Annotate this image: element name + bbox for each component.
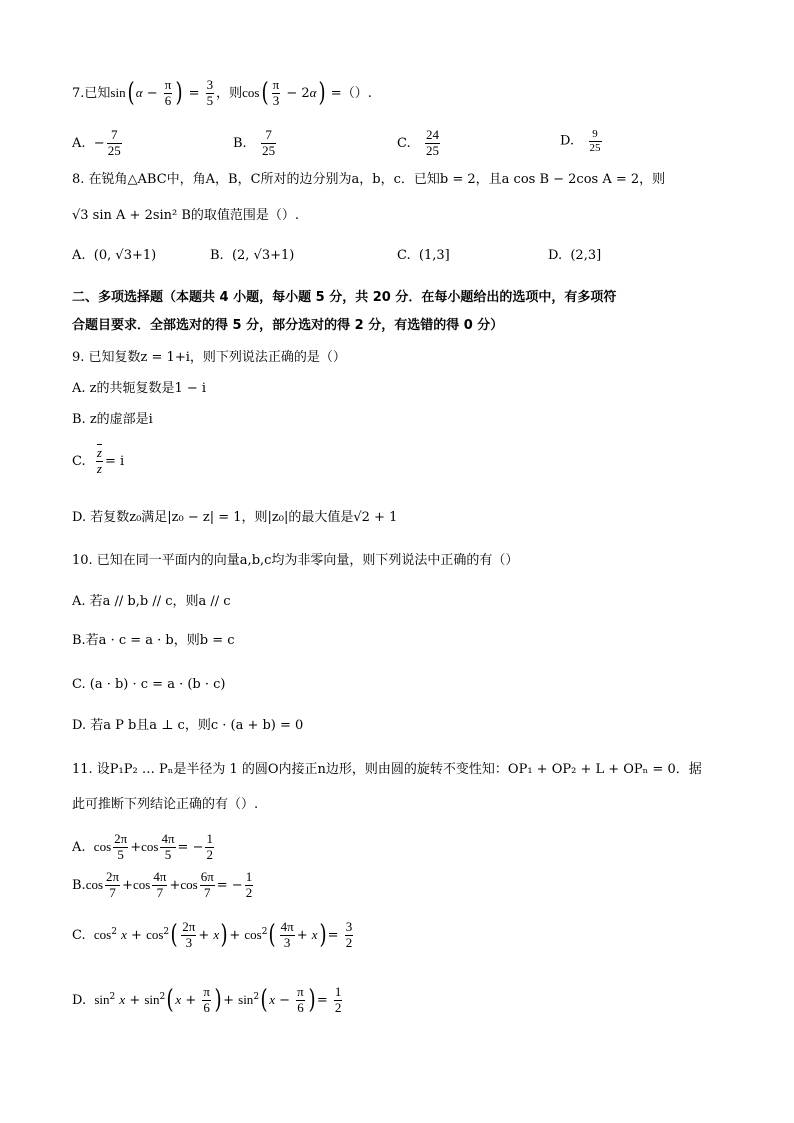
question-7: 7.已知sin( α − $\frac{\pi}{6}$ ) = $\frac{3}{5}$ ，则cos( $\frac{\pi}{3}$ − 2α) =（）. bbox=[72, 77, 372, 109]
q8-option-b: B. (2, √3+1) bbox=[210, 248, 295, 263]
question-8-line1: 8. 在锐角△ABC中，角A，B，C所对的边分别为a，b，c．已知b = 2，且a cos B − 2cos A = 2，则 bbox=[72, 172, 666, 187]
q9-option-d: D. 若复数z₀满足|z₀ − z| = 1，则|z₀|的最大值是√2 + 1 bbox=[72, 510, 398, 525]
question-11-line1: 11. 设P₁P₂ … Pₙ是半径为 1 的圆O内接正n边形，则由圆的旋转不变性知：OP₁ + OP₂ + L + OPₙ = 0．据 bbox=[72, 762, 702, 777]
question-11-line2: 此可推断下列结论正确的有（）. bbox=[72, 797, 259, 812]
q7-suffix: =（）. bbox=[330, 86, 372, 102]
q7-option-b: B. $\frac{7}{25}$ bbox=[233, 127, 276, 158]
section-2-heading-line2: 合题目要求．全部选对的得 5 分，部分选对的得 2 分，有选错的得 0 分） bbox=[72, 318, 504, 333]
q9-option-c: C. $\frac{\overline{z}}{z}$ = i bbox=[72, 445, 125, 476]
q11-option-d: D. $\sin^2 x + \sin^2$( x + $\frac{\pi}{6}$ ) + $\sin^2$( x − $\frac{\pi}{6}$ ) = $\frac{1}{2}$ bbox=[72, 984, 342, 1016]
q10-option-b: B.若a · c = a · b，则b = c bbox=[72, 633, 235, 648]
q10-option-d: D. 若a P b且a ⊥ c，则c · (a + b) = 0 bbox=[72, 718, 304, 733]
q7-option-a: A. − $\frac{7}{25}$ bbox=[72, 127, 121, 158]
q8-option-c: C. (1,3] bbox=[397, 248, 450, 263]
q7-mid: ，则 bbox=[216, 86, 243, 102]
q7-option-d: D. $\frac{9}{25}$ bbox=[560, 128, 601, 154]
q11-option-c: C. $\cos^2 x + \cos^2$( $\frac{2\pi}{3}$ + $x) + \cos^2$( $\frac{4\pi}{3}$ + x) = $\frac{3}{2}$ bbox=[72, 919, 353, 951]
q11-option-b: B.cos $\frac{2\pi}{7}$ +cos $\frac{4\pi}{7}$ +cos $\frac{6\pi}{7}$ = − $\frac{1}{2}$ bbox=[72, 869, 253, 900]
q9-option-a: A. z的共轭复数是1 − i bbox=[72, 381, 207, 396]
q10-option-a: A. 若a // b,b // c，则a // c bbox=[72, 594, 231, 609]
q7-prefix: 7.已知 bbox=[72, 86, 111, 102]
q8-option-d: D. (2,3] bbox=[548, 248, 602, 263]
q9-option-b: B. z的虚部是i bbox=[72, 412, 153, 427]
section-2-heading-line1: 二、多项选择题（本题共 4 小题，每小题 5 分，共 20 分．在每小题给出的选项中，有多项符 bbox=[72, 290, 617, 305]
q10-option-c: C. (a · b) · c = a · (b · c) bbox=[72, 677, 226, 692]
q8-option-a: A. (0, √3+1) bbox=[72, 248, 157, 263]
q11-option-a: A. cos $\frac{2\pi}{5}$ +cos $\frac{4\pi}{5}$ = − $\frac{1}{2}$ bbox=[72, 831, 213, 862]
question-9-stem: 9. 已知复数z = 1+i，则下列说法正确的是（） bbox=[72, 350, 346, 365]
question-10-stem: 10. 已知在同一平面内的向量a,b,c均为非零向量，则下列说法中正确的有（） bbox=[72, 553, 519, 568]
question-8-line2: √3 sin A + 2sin² B的取值范围是（）. bbox=[72, 208, 300, 223]
q7-option-c: C. $\frac{24}{25}$ bbox=[397, 127, 440, 158]
